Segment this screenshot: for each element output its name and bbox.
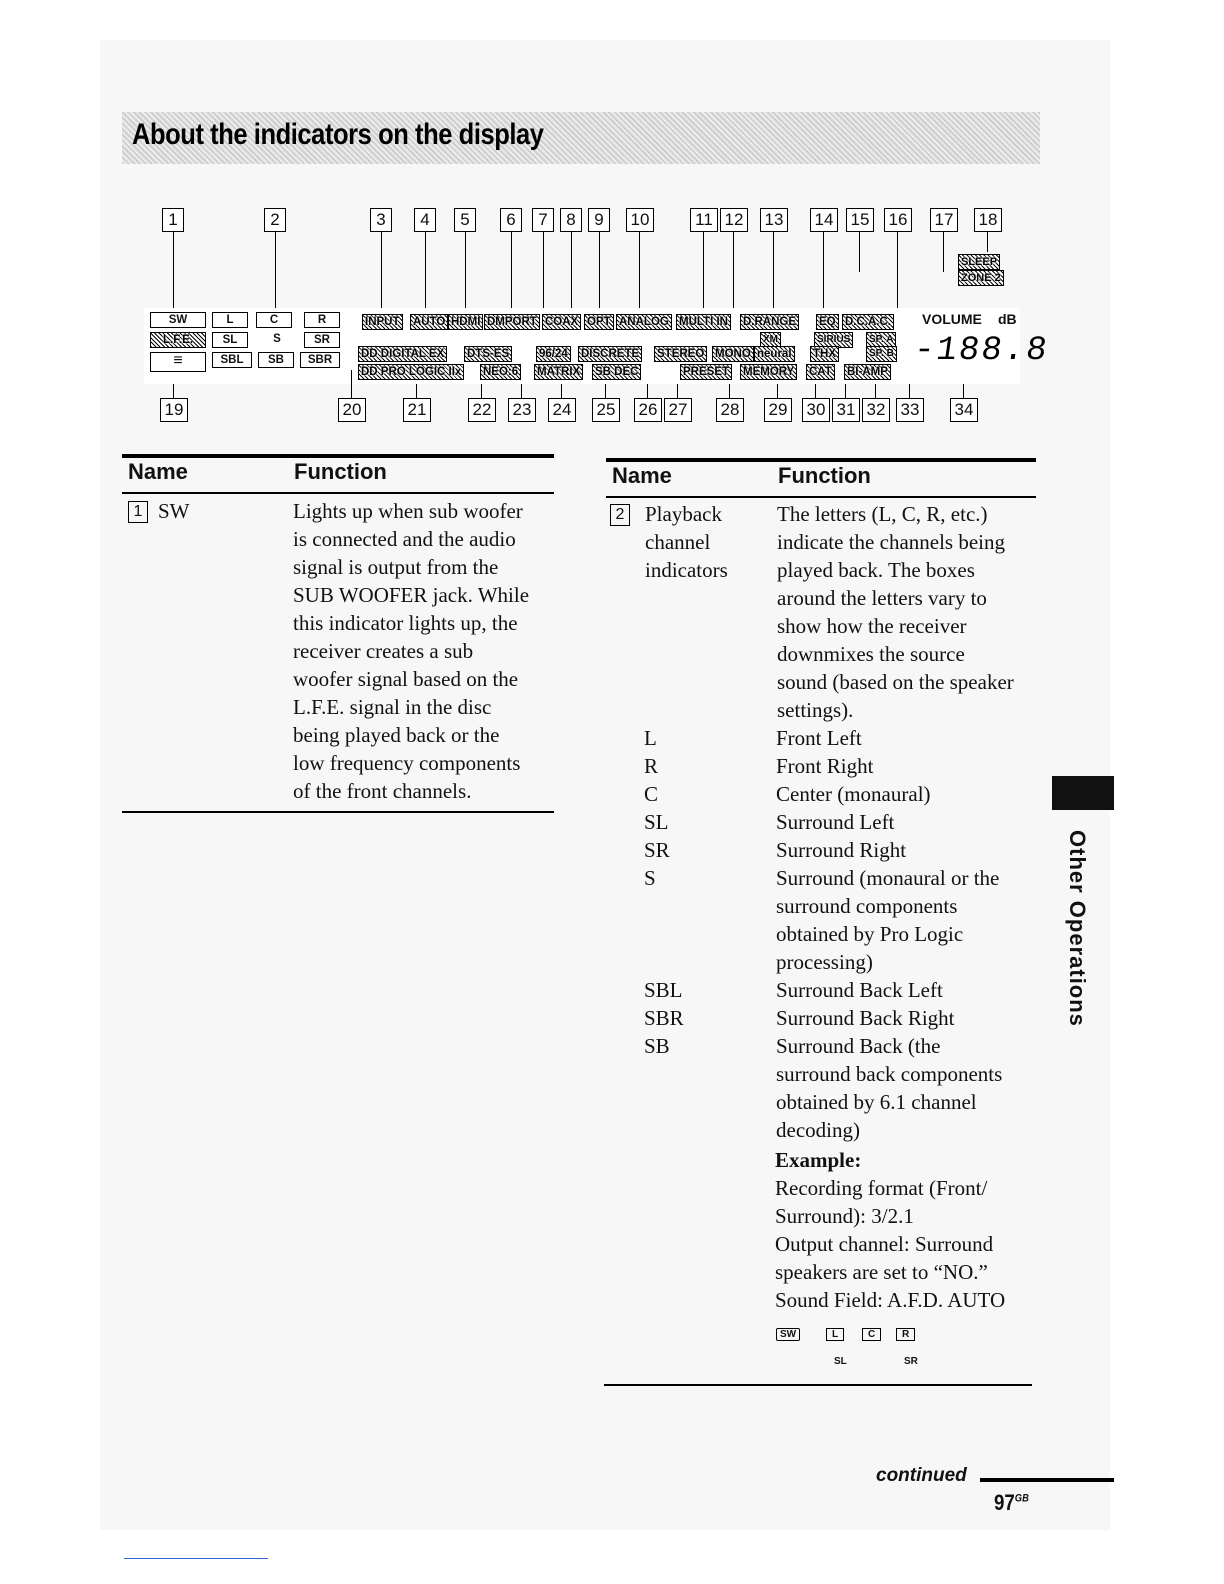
leader-line — [639, 232, 640, 314]
text-line: settings). — [777, 698, 854, 722]
example-l-icon: L — [826, 1328, 844, 1341]
table-rule — [606, 496, 1036, 498]
text-line: Lights up when sub woofer — [293, 499, 523, 523]
callout-8: 8 — [560, 208, 582, 232]
channel-description — [776, 1004, 1038, 1032]
text-line: Surround Right — [776, 838, 907, 862]
right-row-function — [777, 500, 1039, 724]
indicator-db: dB — [998, 311, 1017, 327]
indicator-xm: XM — [760, 332, 781, 348]
indicator-preset: PRESET — [680, 364, 732, 380]
example-sw-icon: SW — [776, 1328, 800, 1341]
lfe-bars-icon: ≡ — [150, 352, 206, 372]
callout-26: 26 — [634, 398, 662, 422]
indicator-sl: SL — [212, 332, 248, 348]
indicator-neural: neural — [754, 346, 795, 362]
example-label: Example: — [775, 1148, 862, 1172]
example-sr-label: SR — [904, 1356, 918, 1367]
text-line: channel — [645, 530, 711, 554]
example-text — [775, 1174, 1037, 1314]
table-rule — [122, 811, 554, 813]
page-number-value: 97 — [994, 1490, 1015, 1515]
left-col-name-header: Name — [128, 459, 188, 484]
left-row-name — [128, 497, 190, 525]
text-line: processing) — [776, 950, 873, 974]
text-line: surround components — [776, 894, 958, 918]
callout-27: 27 — [664, 398, 692, 422]
leader-line — [859, 232, 860, 272]
callout-4: 4 — [414, 208, 436, 232]
text-line: obtained by Pro Logic — [776, 922, 964, 946]
text-line: of the front channels. — [293, 779, 472, 803]
leader-line — [351, 370, 352, 398]
callout-3: 3 — [370, 208, 392, 232]
text-line: The letters (L, C, R, etc.) — [777, 502, 988, 526]
indicator-coax: COAX — [542, 314, 581, 330]
indicator-lfe: L.F.E. — [150, 332, 206, 348]
text-line: Front Right — [776, 754, 874, 778]
left-row-name-text: SW — [158, 499, 190, 523]
indicator-s: S — [270, 332, 284, 346]
lcd-panel — [144, 308, 1052, 384]
callout-6: 6 — [500, 208, 522, 232]
page-number — [994, 1490, 1029, 1516]
indicator-sb: SB — [258, 352, 294, 368]
channel-description — [776, 864, 1038, 976]
display-diagram — [140, 200, 1052, 440]
leader-line — [561, 384, 562, 398]
side-tab-block — [1052, 776, 1114, 810]
leader-line — [511, 232, 512, 314]
text-line: Surround Left — [776, 810, 895, 834]
callout-19: 19 — [160, 398, 188, 422]
text-line: SUB WOOFER jack. While — [293, 583, 530, 607]
channel-code: SBL — [644, 978, 683, 1002]
channel-description — [776, 836, 1038, 864]
callout-14: 14 — [810, 208, 838, 232]
callout-15: 15 — [846, 208, 874, 232]
text-line: indicate the channels being — [777, 530, 1005, 554]
channel-description — [776, 724, 1038, 752]
text-line: Playback — [645, 502, 722, 526]
table-rule — [606, 458, 1036, 462]
indicator-eq: EQ — [816, 314, 839, 330]
example-sl-label: SL — [834, 1356, 847, 1367]
callout-23: 23 — [508, 398, 536, 422]
callout-1: 1 — [162, 208, 184, 232]
indicator-discrete: DISCRETE — [578, 346, 642, 362]
continued-rule — [980, 1478, 1114, 1482]
indicator-volume: VOLUME — [922, 311, 982, 327]
indicator-opt: OPT — [584, 314, 614, 330]
leader-line — [823, 232, 824, 314]
table-rule — [604, 1384, 1032, 1386]
leader-line — [465, 232, 466, 314]
leader-line — [275, 232, 276, 310]
text-line: L.F.E. signal in the disc — [293, 695, 492, 719]
callout-10: 10 — [626, 208, 654, 232]
callout-33: 33 — [896, 398, 924, 422]
callout-25: 25 — [592, 398, 620, 422]
leader-line — [425, 232, 426, 314]
indicator-sbl: SBL — [212, 352, 252, 368]
channel-code: S — [644, 866, 656, 890]
indicator-l: L — [212, 312, 248, 328]
channel-code: SL — [644, 810, 669, 834]
text-line: obtained by 6.1 channel — [776, 1090, 977, 1114]
text-line: Surround (monaural or the — [776, 866, 1000, 890]
text-line: played back. The boxes — [777, 558, 975, 582]
text-line: this indicator lights up, the — [293, 611, 518, 635]
callout-18: 18 — [974, 208, 1002, 232]
indicator-sp-a: SP. A — [866, 332, 896, 348]
page-number-suffix: GB — [1014, 1492, 1029, 1505]
channel-description — [776, 976, 1038, 1004]
channel-code: L — [644, 726, 657, 750]
callout-17: 17 — [930, 208, 958, 232]
indicator-zone2: ZONE 2 — [958, 270, 1004, 286]
indicator-hdmi: HDMI — [448, 314, 483, 330]
indicator-sirius: SIRIUS — [814, 332, 853, 348]
leader-line — [605, 384, 606, 398]
text-line: is connected and the audio — [293, 527, 516, 551]
indicator-dcac: D.C.A.C. — [842, 314, 894, 330]
example-r-icon: R — [896, 1328, 915, 1341]
indicator-multi-in: MULTI IN — [676, 314, 731, 330]
leader-line — [773, 232, 774, 314]
indicator-c: C — [256, 312, 292, 328]
indicator-dmport: DMPORT — [484, 314, 540, 330]
indicator-sp-b: SP. B — [866, 346, 897, 362]
text-line: Front Left — [776, 726, 862, 750]
side-tab-label: Other Operations — [1065, 830, 1090, 1027]
text-line: Output channel: Surround — [775, 1232, 994, 1256]
page-title: About the indicators on the display — [132, 118, 544, 151]
indicator-r: R — [304, 312, 340, 328]
text-line: being played back or the — [293, 723, 500, 747]
leader-line — [647, 384, 648, 398]
indicator-digital-ex: DD DIGITAL EX — [358, 346, 447, 362]
right-col-name-header: Name — [612, 463, 672, 488]
text-line: Sound Field: A.F.D. AUTO — [775, 1288, 1006, 1312]
indicator-sb-dec: SB DEC — [592, 364, 641, 380]
text-line: Recording format (Front/ — [775, 1176, 988, 1200]
leader-line — [909, 384, 910, 398]
callout-21: 21 — [403, 398, 431, 422]
leader-line — [897, 232, 898, 314]
leader-line — [987, 232, 988, 252]
indicator-d-range: D.RANGE — [740, 314, 799, 330]
row-number-badge: 1 — [128, 501, 148, 523]
text-line: show how the receiver — [777, 614, 967, 638]
indicator-analog: ANALOG — [616, 314, 672, 330]
indicator-neo6: NEO:6 — [480, 364, 521, 380]
leader-line — [173, 232, 174, 310]
text-line: Center (monaural) — [776, 782, 931, 806]
callout-31: 31 — [832, 398, 860, 422]
leader-line — [943, 232, 944, 272]
text-line: receiver creates a sub — [293, 639, 474, 663]
callout-34: 34 — [950, 398, 978, 422]
leader-line — [729, 384, 730, 398]
leader-line — [416, 384, 417, 398]
row-number-badge: 2 — [610, 504, 630, 526]
leader-line — [173, 384, 174, 398]
text-line: surround back components — [776, 1062, 1003, 1086]
indicator-sr: SR — [304, 332, 340, 348]
title-bar — [122, 112, 1040, 164]
channel-description — [776, 808, 1038, 836]
callout-22: 22 — [468, 398, 496, 422]
indicator-matrix: MATRIX — [534, 364, 583, 380]
leader-line — [777, 384, 778, 398]
segment-display: -188.8 — [911, 332, 1052, 370]
callout-30: 30 — [802, 398, 830, 422]
indicator-memory: MEMORY — [740, 364, 797, 380]
callout-24: 24 — [548, 398, 576, 422]
leader-line — [677, 384, 678, 398]
continued-label: continued — [876, 1465, 967, 1486]
indicator-cat: CAT — [806, 364, 835, 380]
channel-code: R — [644, 754, 659, 778]
callout-2: 2 — [264, 208, 286, 232]
indicator-input: INPUT — [362, 314, 403, 330]
channel-code: SBR — [644, 1006, 684, 1030]
callout-12: 12 — [720, 208, 748, 232]
leader-line — [815, 384, 816, 398]
right-row-name — [645, 500, 765, 584]
channel-code: SB — [644, 1034, 670, 1058]
callout-13: 13 — [760, 208, 788, 232]
right-col-function-header: Function — [778, 463, 871, 488]
indicator-dts-es: DTS-ES — [464, 346, 512, 362]
text-line: around the letters vary to — [777, 586, 987, 610]
indicator-auto: AUTO — [410, 314, 448, 330]
callout-11: 11 — [690, 208, 718, 232]
text-line: Surround Back (the — [776, 1034, 941, 1058]
callout-5: 5 — [454, 208, 476, 232]
example-c-icon: C — [862, 1328, 881, 1341]
text-line: Surround Back Right — [776, 1006, 955, 1030]
indicator-stereo: STEREO — [654, 346, 707, 362]
indicator-sleep: SLEEP — [958, 254, 1000, 270]
table-rule — [122, 454, 554, 458]
channel-code: SR — [644, 838, 670, 862]
text-line: woofer signal based on the — [293, 667, 519, 691]
leader-line — [381, 232, 382, 314]
indicator-thx: THX — [810, 346, 839, 362]
leader-line — [571, 232, 572, 314]
indicator-sw: SW — [150, 312, 206, 328]
indicator-mono: MONO — [712, 346, 754, 362]
left-row-function — [293, 497, 555, 805]
channel-description — [776, 780, 1038, 808]
leader-line — [481, 384, 482, 398]
callout-20: 20 — [338, 398, 366, 422]
text-line: Surround Back Left — [776, 978, 943, 1002]
text-line: signal is output from the — [293, 555, 499, 579]
callout-7: 7 — [532, 208, 554, 232]
callout-29: 29 — [764, 398, 792, 422]
text-line: Surround): 3/2.1 — [775, 1204, 914, 1228]
indicator-sbr: SBR — [300, 352, 340, 368]
text-line: sound (based on the speaker — [777, 670, 1014, 694]
callout-16: 16 — [884, 208, 912, 232]
leader-line — [703, 232, 704, 314]
text-line: low frequency components — [293, 751, 521, 775]
leader-line — [521, 384, 522, 398]
channel-description — [776, 752, 1038, 780]
leader-line — [599, 232, 600, 314]
indicator-96-24: 96/24 — [536, 346, 571, 362]
text-line: downmixes the source — [777, 642, 965, 666]
callout-28: 28 — [716, 398, 744, 422]
left-col-function-header: Function — [294, 459, 387, 484]
text-line: decoding) — [776, 1118, 860, 1142]
footer-link-line — [124, 1558, 268, 1559]
text-line: indicators — [645, 558, 728, 582]
table-rule — [122, 492, 554, 494]
leader-line — [963, 384, 964, 398]
text-line: speakers are set to “NO.” — [775, 1260, 988, 1284]
channel-description — [776, 1032, 1038, 1144]
leader-line — [845, 384, 846, 398]
leader-line — [875, 384, 876, 398]
callout-9: 9 — [588, 208, 610, 232]
right-row-number — [610, 500, 640, 528]
callout-32: 32 — [862, 398, 890, 422]
indicator-pro-logic: DD PRO LOGIC IIx — [358, 364, 464, 380]
indicator-bi-amp: BI-AMP — [844, 364, 891, 380]
channel-code: C — [644, 782, 659, 806]
